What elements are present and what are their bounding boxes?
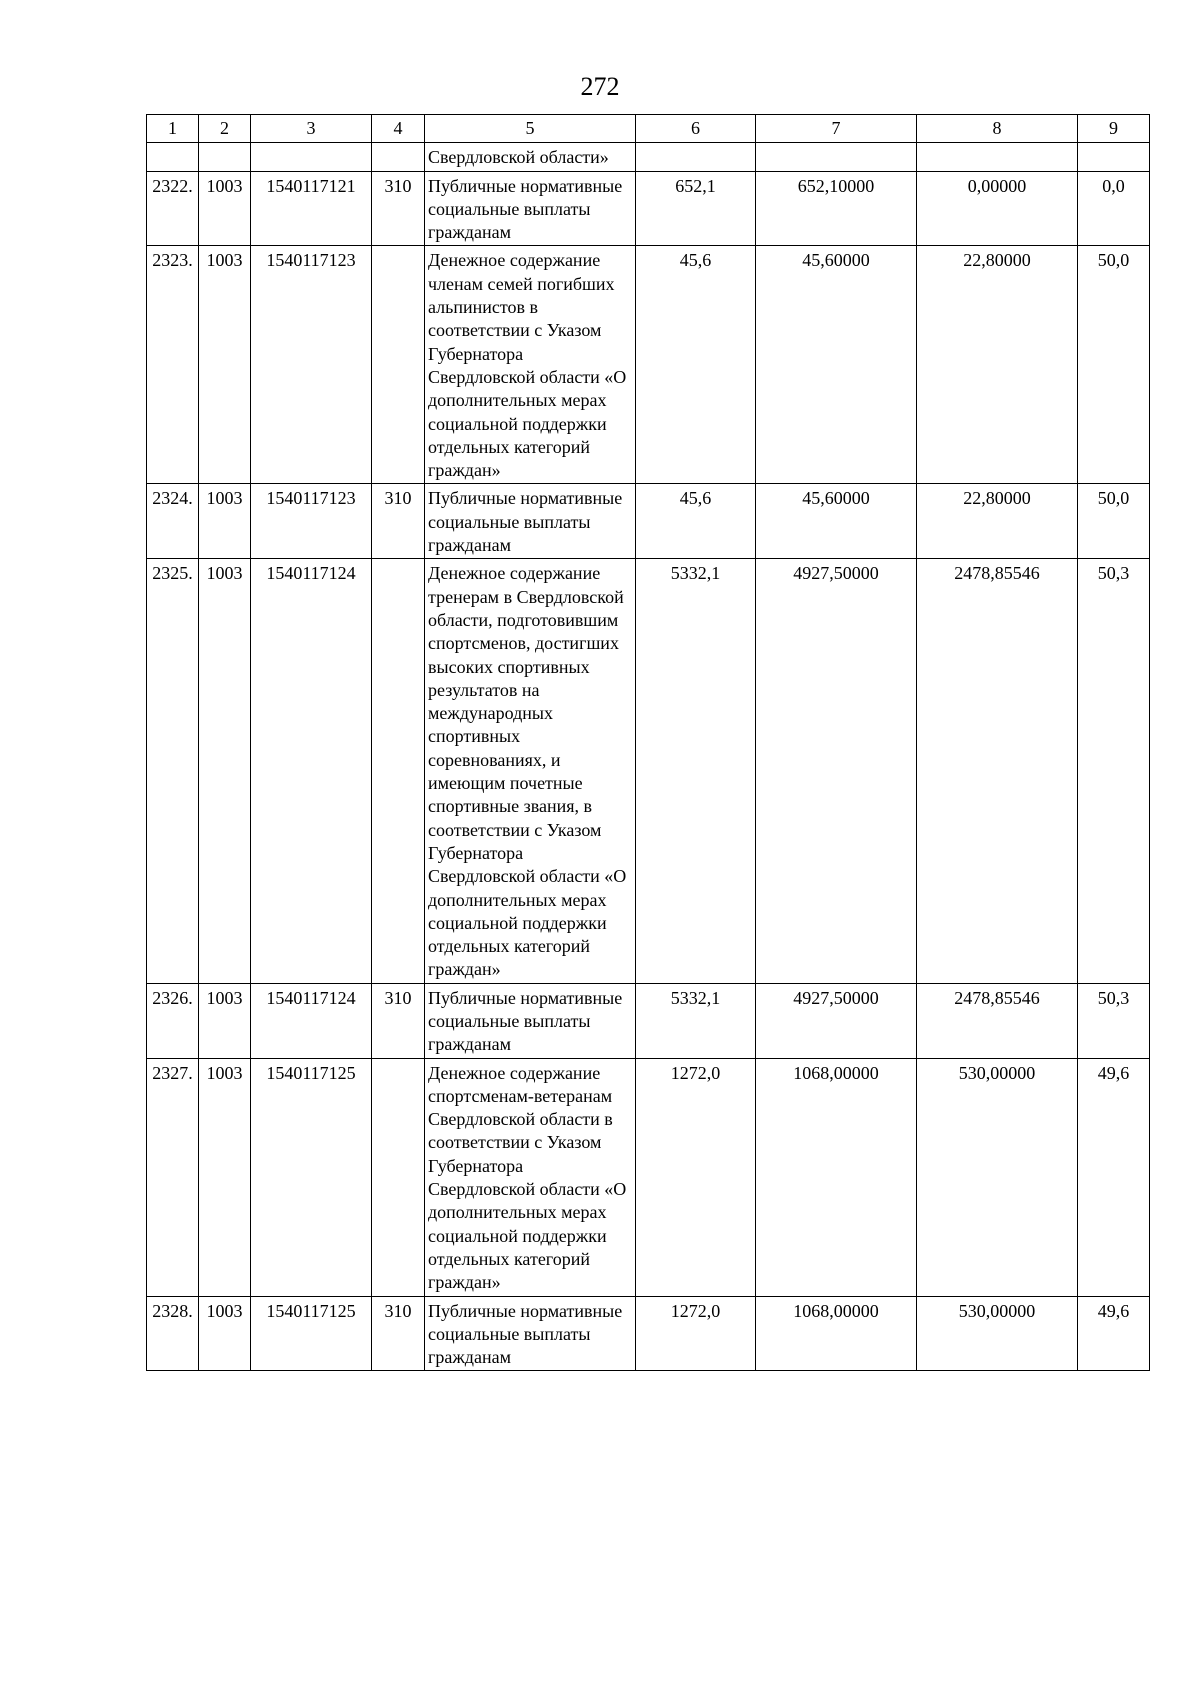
col-1-header: 1: [147, 115, 199, 143]
executed-amount-cell: 22,80000: [917, 484, 1078, 559]
row-number-cell: [147, 143, 199, 171]
table-row: [147, 1296, 1150, 1371]
target-article-code-cell: [251, 143, 372, 171]
description-cell: Публичные нормативные социальные выплаты гражданам: [425, 983, 636, 1058]
executed-amount-cell: [917, 143, 1078, 171]
percent-executed-cell: 0,0: [1078, 171, 1150, 246]
row-number-cell: 2327.: [147, 1058, 199, 1296]
expense-type-code-cell: [372, 246, 425, 484]
plan-amount-cell: 45,6: [636, 484, 756, 559]
table-header-row: [147, 115, 1150, 143]
percent-executed-cell: 49,6: [1078, 1058, 1150, 1296]
row-number-cell: 2324.: [147, 484, 199, 559]
description-cell: Денежное содержание тренерам в Свердловской области, подготовившим спортсменов, достигших высоких спортивных результатов на международных спортивных соревнованиях, и имеющим почетные спортивные звания, в соответствии с Указом Губернатора Свердловской области «О дополнительных мерах социальной поддержки отдельных категорий граждан»: [425, 559, 636, 983]
section-code-cell: 1003: [199, 246, 251, 484]
col-3-header: 3: [251, 115, 372, 143]
row-number-cell: 2322.: [147, 171, 199, 246]
table-row: [147, 1058, 1150, 1296]
refined-amount-cell: 4927,50000: [756, 983, 917, 1058]
executed-amount-cell: 530,00000: [917, 1296, 1078, 1371]
target-article-code-cell: 1540117125: [251, 1058, 372, 1296]
refined-amount-cell: 45,60000: [756, 484, 917, 559]
plan-amount-cell: 1272,0: [636, 1058, 756, 1296]
refined-amount-cell: 1068,00000: [756, 1058, 917, 1296]
percent-executed-cell: 49,6: [1078, 1296, 1150, 1371]
percent-executed-cell: 50,3: [1078, 983, 1150, 1058]
refined-amount-cell: 45,60000: [756, 246, 917, 484]
table-row: [147, 484, 1150, 559]
refined-amount-cell: 4927,50000: [756, 559, 917, 983]
section-code-cell: 1003: [199, 983, 251, 1058]
target-article-code-cell: 1540117123: [251, 484, 372, 559]
section-code-cell: [199, 143, 251, 171]
col-5-header: 5: [425, 115, 636, 143]
percent-executed-cell: 50,0: [1078, 246, 1150, 484]
section-code-cell: 1003: [199, 1058, 251, 1296]
table-row: [147, 171, 1150, 246]
executed-amount-cell: 530,00000: [917, 1058, 1078, 1296]
plan-amount-cell: 45,6: [636, 246, 756, 484]
section-code-cell: 1003: [199, 171, 251, 246]
col-9-header: 9: [1078, 115, 1150, 143]
budget-table: [146, 114, 1150, 1371]
row-number-cell: 2323.: [147, 246, 199, 484]
executed-amount-cell: 2478,85546: [917, 559, 1078, 983]
plan-amount-cell: 5332,1: [636, 983, 756, 1058]
percent-executed-cell: 50,0: [1078, 484, 1150, 559]
percent-executed-cell: 50,3: [1078, 559, 1150, 983]
page-number: 272: [580, 72, 620, 101]
target-article-code-cell: 1540117123: [251, 246, 372, 484]
col-2-header: 2: [199, 115, 251, 143]
table-row: [147, 246, 1150, 484]
refined-amount-cell: 652,10000: [756, 171, 917, 246]
table-row: [147, 143, 1150, 171]
expense-type-code-cell: 310: [372, 983, 425, 1058]
refined-amount-cell: [756, 143, 917, 171]
description-cell: Свердловской области»: [425, 143, 636, 171]
refined-amount-cell: 1068,00000: [756, 1296, 917, 1371]
description-cell: Денежное содержание членам семей погибших альпинистов в соответствии с Указом Губернатора Свердловской области «О дополнительных мерах социальной поддержки отдельных категорий граждан»: [425, 246, 636, 484]
col-8-header: 8: [917, 115, 1078, 143]
description-cell: Публичные нормативные социальные выплаты гражданам: [425, 1296, 636, 1371]
description-cell: Денежное содержание спортсменам-ветеранам Свердловской области в соответствии с Указом Губернатора Свердловской области «О дополнительных мерах социальной поддержки отдельных категорий граждан»: [425, 1058, 636, 1296]
target-article-code-cell: 1540117121: [251, 171, 372, 246]
target-article-code-cell: 1540117124: [251, 559, 372, 983]
row-number-cell: 2328.: [147, 1296, 199, 1371]
expense-type-code-cell: 310: [372, 1296, 425, 1371]
col-4-header: 4: [372, 115, 425, 143]
table-row: [147, 983, 1150, 1058]
expense-type-code-cell: [372, 559, 425, 983]
table-body: [147, 143, 1150, 1371]
expense-type-code-cell: 310: [372, 484, 425, 559]
expense-type-code-cell: [372, 143, 425, 171]
description-cell: Публичные нормативные социальные выплаты гражданам: [425, 171, 636, 246]
description-cell: Публичные нормативные социальные выплаты гражданам: [425, 484, 636, 559]
expense-type-code-cell: [372, 1058, 425, 1296]
section-code-cell: 1003: [199, 1296, 251, 1371]
table-row: [147, 559, 1150, 983]
executed-amount-cell: 22,80000: [917, 246, 1078, 484]
expense-type-code-cell: 310: [372, 171, 425, 246]
executed-amount-cell: 0,00000: [917, 171, 1078, 246]
section-code-cell: 1003: [199, 484, 251, 559]
plan-amount-cell: 652,1: [636, 171, 756, 246]
target-article-code-cell: 1540117124: [251, 983, 372, 1058]
section-code-cell: 1003: [199, 559, 251, 983]
row-number-cell: 2325.: [147, 559, 199, 983]
col-6-header: 6: [636, 115, 756, 143]
percent-executed-cell: [1078, 143, 1150, 171]
row-number-cell: 2326.: [147, 983, 199, 1058]
plan-amount-cell: 5332,1: [636, 559, 756, 983]
plan-amount-cell: 1272,0: [636, 1296, 756, 1371]
executed-amount-cell: 2478,85546: [917, 983, 1078, 1058]
plan-amount-cell: [636, 143, 756, 171]
target-article-code-cell: 1540117125: [251, 1296, 372, 1371]
col-7-header: 7: [756, 115, 917, 143]
